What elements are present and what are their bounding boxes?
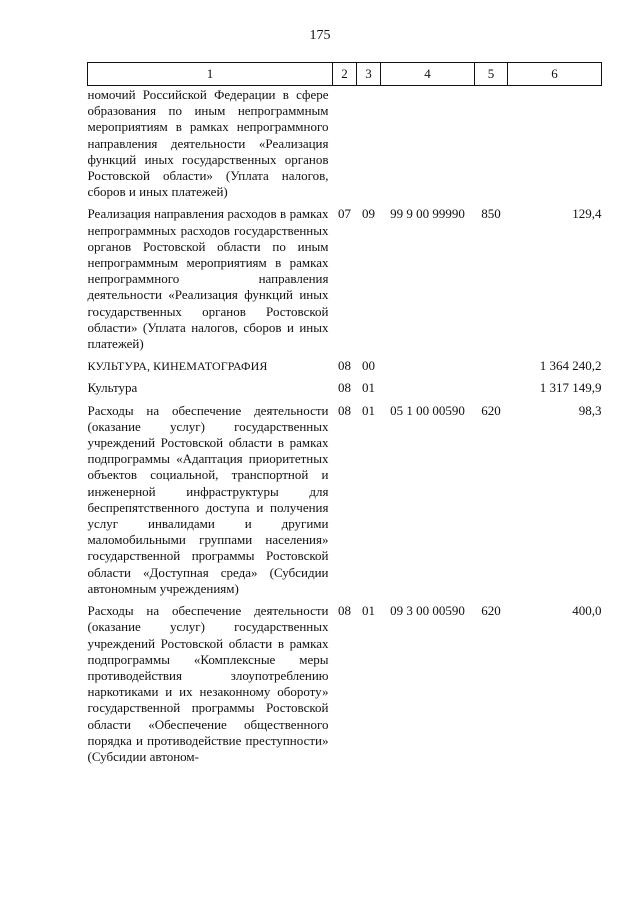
table-header <box>88 63 602 86</box>
row-amount: 1 364 240,2 <box>539 358 602 374</box>
row-target-code: 05 1 00 00590 <box>390 402 465 418</box>
table-row <box>88 206 602 358</box>
row-subsection-code: 01 <box>362 402 375 418</box>
row-subsection-code <box>357 86 381 207</box>
table-body <box>88 86 602 772</box>
row-section-code: 08 <box>338 358 351 374</box>
row-expense-type <box>475 86 508 207</box>
table-row <box>88 358 602 380</box>
row-name: Расходы на обеспечение деятельности (оказание услуг) государственных учреждений Ростовской области в рамках подпрограммы «Комплексные меры противодействия злоупотреблению наркотиками и их незаконному обороту» государственной программы Ростовской области «Обеспечение общественного порядка и противодействие преступности» (Субсидии автоном- <box>87 603 329 764</box>
column-header-1: 1 <box>88 63 333 86</box>
row-name: КУЛЬТУРА, КИНЕМАТОГРАФИЯ <box>87 359 268 374</box>
row-amount: 98,3 <box>578 402 602 418</box>
row-section-code: 08 <box>338 603 351 619</box>
row-subsection-code: 00 <box>362 358 375 374</box>
page-number: 175 <box>309 28 331 43</box>
column-header-6: 6 <box>508 63 602 86</box>
row-name: Расходы на обеспечение деятельности (оказание услуг) государственных учреждений Ростовской области в рамках подпрограммы «Адаптация приоритетных объектов социальной, транспортной и инженерной инфраструктуры для беспрепятственного доступа и получения услуг инвалидами и другими маломобильными группами населения» государственной программы Ростовской области «Доступная среда» (Субсидии автономным учреждениям) <box>87 402 329 596</box>
table-row <box>88 86 602 207</box>
column-header-2: 2 <box>333 63 357 86</box>
row-target-code: 99 9 00 99990 <box>390 206 465 222</box>
row-expense-type: 620 <box>481 402 501 418</box>
row-amount: 400,0 <box>572 603 602 619</box>
row-name: номочий Российской Федерации в сфере образования по иным непрограммным мероприятиям в рамках непрограммного направления деятельности «Реализация функций иных государственных органов Ростовской области» (Уплата налогов, сборов и иных платежей) <box>87 87 329 200</box>
row-section-code: 08 <box>338 380 351 396</box>
row-expense-type: 850 <box>481 206 501 222</box>
row-section-code <box>333 86 357 207</box>
row-target-code: 09 3 00 00590 <box>390 603 465 619</box>
budget-table <box>87 62 602 771</box>
row-section-code: 07 <box>338 206 351 222</box>
row-amount: 1 317 149,9 <box>539 380 602 396</box>
row-expense-type <box>475 358 508 380</box>
row-section-code: 08 <box>338 402 351 418</box>
row-amount <box>508 86 602 207</box>
header-row <box>88 63 602 86</box>
column-header-5: 5 <box>475 63 508 86</box>
row-target-code <box>381 86 475 207</box>
table-row <box>88 380 602 402</box>
row-target-code <box>381 380 475 402</box>
row-amount: 129,4 <box>572 206 602 222</box>
row-subsection-code: 01 <box>362 380 375 396</box>
row-subsection-code: 09 <box>362 206 375 222</box>
column-header-3: 3 <box>357 63 381 86</box>
row-target-code <box>381 358 475 380</box>
row-name: Реализация направления расходов в рамках непрограммных расходов государственных органов Ростовской области по иным непрограммным мероприятиям в рамках непрограммного направления деятельности «Реализация функций иных государственных органов Ростовской области» (Уплата налогов, сборов и иных платежей) <box>87 206 329 352</box>
table-row <box>88 603 602 771</box>
row-expense-type: 620 <box>481 603 501 619</box>
column-header-4: 4 <box>381 63 475 86</box>
row-expense-type <box>475 380 508 402</box>
row-subsection-code: 01 <box>362 603 375 619</box>
row-name: Культура <box>87 380 138 396</box>
table-row <box>88 403 602 603</box>
